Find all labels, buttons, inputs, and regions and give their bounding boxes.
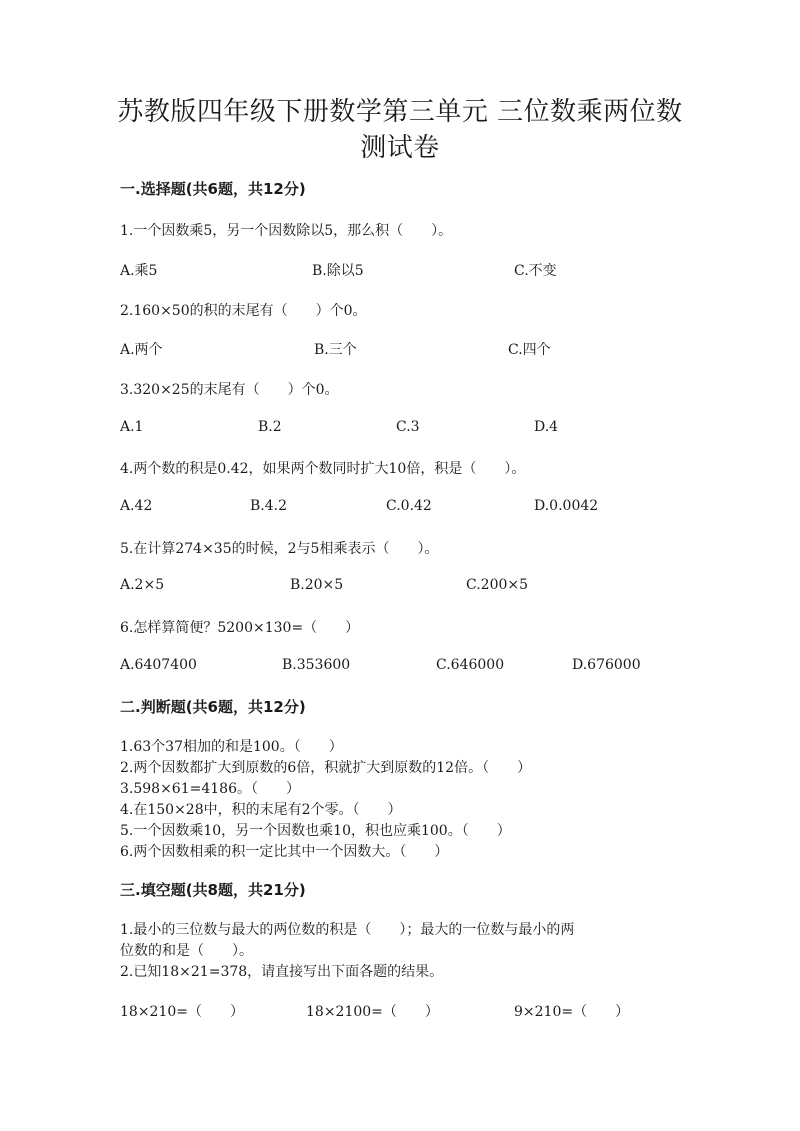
judgment-item: 2.两个因数都扩大到原数的6倍，积就扩大到原数的12倍。（ ） xyxy=(120,760,532,776)
fill-item: 9×210=（ ） xyxy=(514,1004,630,1020)
option-c: C.646000 xyxy=(436,657,505,673)
fill-question-1-cont: 位数的和是（ ）。 xyxy=(120,943,253,959)
fill-question-1: 1.最小的三位数与最大的两位数的积是（ ）；最大的一位数与最小的两 xyxy=(120,922,575,938)
question-text: 5.在计算274×35的时候，2与5相乘表示（ ）。 xyxy=(120,541,439,557)
option-c: C.四个 xyxy=(508,342,551,358)
judgment-item: 5.一个因数乘10，另一个因数也乘10，积也应乘100。（ ） xyxy=(120,823,511,839)
fill-question-2: 2.已知18×21=378，请直接写出下面各题的结果。 xyxy=(120,964,444,980)
question-text: 1.一个因数乘5，另一个因数除以5，那么积（ ）。 xyxy=(120,223,453,239)
option-a: A.2×5 xyxy=(120,577,165,593)
page-title-line2: 测试卷 xyxy=(360,133,440,163)
option-c: C.0.42 xyxy=(386,498,432,514)
fill-item: 18×2100=（ ） xyxy=(306,1004,439,1020)
option-a: A.6407400 xyxy=(120,657,197,673)
option-a: A.乘5 xyxy=(120,263,158,279)
judgment-item: 6.两个因数相乘的积一定比其中一个因数大。（ ） xyxy=(120,844,449,860)
section-heading-fill: 三.填空题(共8题，共21分) xyxy=(120,881,306,899)
option-b: B.4.2 xyxy=(250,498,288,514)
option-c: C.3 xyxy=(396,419,420,435)
option-d: D.676000 xyxy=(572,657,641,673)
judgment-item: 1.63个37相加的和是100。（ ） xyxy=(120,739,343,755)
judgment-item: 3.598×61=4186。（ ） xyxy=(120,781,300,797)
question-text: 4.两个数的积是0.42，如果两个数同时扩大10倍，积是（ ）。 xyxy=(120,461,526,477)
option-c: C.200×5 xyxy=(466,577,529,593)
question-text: 2.160×50的积的末尾有（ ）个0。 xyxy=(120,303,367,319)
option-b: B.三个 xyxy=(314,342,357,358)
page-title: 苏教版四年级下册数学第三单元 三位数乘两位数 xyxy=(117,97,683,127)
question-text: 6.怎样算简便？5200×130=（ ） xyxy=(120,620,360,636)
option-c: C.不变 xyxy=(514,263,557,279)
option-a: A.两个 xyxy=(120,342,163,358)
option-a: A.1 xyxy=(120,419,144,435)
judgment-item: 4.在150×28中，积的末尾有2个零。（ ） xyxy=(120,802,402,818)
option-b: B.20×5 xyxy=(290,577,344,593)
option-b: B.353600 xyxy=(282,657,351,673)
fill-item: 18×210=（ ） xyxy=(120,1004,244,1020)
option-d: D.0.0042 xyxy=(534,498,599,514)
option-b: B.除以5 xyxy=(312,263,364,279)
option-a: A.42 xyxy=(120,498,153,514)
option-b: B.2 xyxy=(258,419,282,435)
question-text: 3.320×25的末尾有（ ）个0。 xyxy=(120,382,339,398)
option-d: D.4 xyxy=(534,419,559,435)
section-heading-judgment: 二.判断题(共6题，共12分) xyxy=(120,698,306,716)
section-heading-choice: 一.选择题(共6题，共12分) xyxy=(120,180,306,198)
